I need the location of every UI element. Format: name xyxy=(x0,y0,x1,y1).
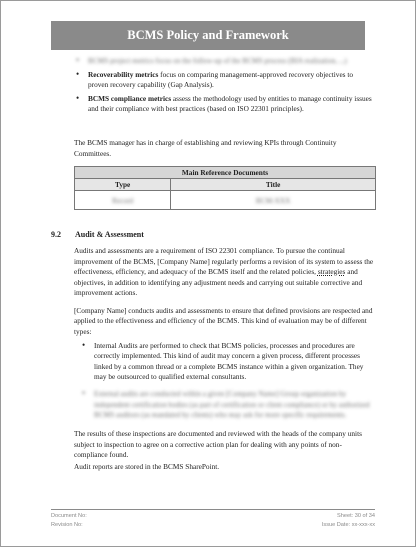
manager-section xyxy=(74,138,375,166)
footer-divider xyxy=(51,509,375,510)
page-footer xyxy=(51,512,375,530)
section-number: 9.2 xyxy=(51,230,61,239)
audit-paragraph-1-part-b: and objectives, in addition to identifying any adjustment needs and carrying out suitable corrective and improvement actions. xyxy=(74,267,363,298)
metrics-list xyxy=(74,56,375,115)
column-header-title: Title xyxy=(171,179,376,191)
audit-paragraph-1-underlined: strategies xyxy=(317,267,346,277)
audit-paragraph-1 xyxy=(74,246,375,299)
metrics-section xyxy=(74,56,375,118)
section-heading xyxy=(51,230,144,239)
list-item-blurred xyxy=(74,56,375,67)
section-title: Audit & Assessment xyxy=(75,230,144,239)
results-section xyxy=(74,429,375,479)
page-header-bar xyxy=(51,21,365,50)
list-item-blurred xyxy=(80,389,375,421)
manager-paragraph: The BCMS manager has in charge of establishing and reviewing KPIs through Continuity Committees. xyxy=(74,138,337,158)
revision-number-label: Revision No: xyxy=(51,521,83,528)
list-item-text: Internal Audits are performed to check that BCMS policies, processes and procedures are correctly implemented. This kind of audit may concern a given process, different processes linked by a common thread or a complete BCMS instance within a given organization. They may be outsourced to qualified external consultants. xyxy=(94,340,364,382)
column-header-type: Type xyxy=(75,179,171,191)
storage-paragraph: Audit reports are stored in the BCMS SharePoint. xyxy=(74,461,220,471)
table-row xyxy=(75,191,376,210)
list-item-text: focus on comparing management-approved recovery objectives to proven recovery capability (Gap Analysis). xyxy=(88,69,354,90)
table-caption: Main Reference Documents xyxy=(75,167,376,179)
list-item-text: External audits are conducted within a given [Company Name] Group organization by independent certification bodies (as part of certification or client compliance) or by authorized BCMS auditors (as mandated by clients) who may ask for more specific requirements. xyxy=(94,388,370,420)
list-item-text: assess the methodology used by entities to manage continuity issues and their compliance with best practices (based on ISO 22301 principles). xyxy=(88,93,372,114)
page-title: BCMS Policy and Framework xyxy=(127,28,289,42)
document-number-label: Document No: xyxy=(51,513,87,519)
list-item xyxy=(80,341,375,383)
table-cell-title: BCM-XXX xyxy=(171,191,376,210)
audit-paragraph-2: [Company Name] conducts audits and assessments to ensure that defined provisions are respected and applied to the effectiveness and efficiency of the BCMS. This kind of evaluation may be of different types: xyxy=(74,305,373,337)
reference-documents-table xyxy=(74,166,376,210)
audit-section xyxy=(74,246,375,424)
issue-date: Issue Date: xx-xxx-xx xyxy=(321,521,375,528)
results-paragraph: The results of these inspections are documented and reviewed with the heads of the company units subject to inspection to agree on a corrective action plan for dealing with any points of non-compliance found. xyxy=(74,429,362,460)
list-item-term: BCMS compliance metrics xyxy=(88,93,172,103)
table-cell-type: Record xyxy=(75,191,171,210)
list-item xyxy=(74,70,375,91)
list-item-term: Recoverability metrics xyxy=(88,69,159,79)
list-item-text: BCMS project metrics focus on the follow-up of the BCMS process (BIA realization, ...) xyxy=(88,56,347,65)
audit-types-list xyxy=(80,341,375,421)
audit-paragraph-1-part-a: Audits and assessments are a requirement of ISO 22301 compliance. To pursue the continual improvement of the BCMS, [Company Name] regularly performs a revision of its system to assess the effectiveness, efficiency, and adequacy of the BCMS itself and the related policies, xyxy=(74,246,374,277)
sheet-number: Sheet: 30 of 34 xyxy=(337,513,375,519)
list-item xyxy=(74,94,375,115)
